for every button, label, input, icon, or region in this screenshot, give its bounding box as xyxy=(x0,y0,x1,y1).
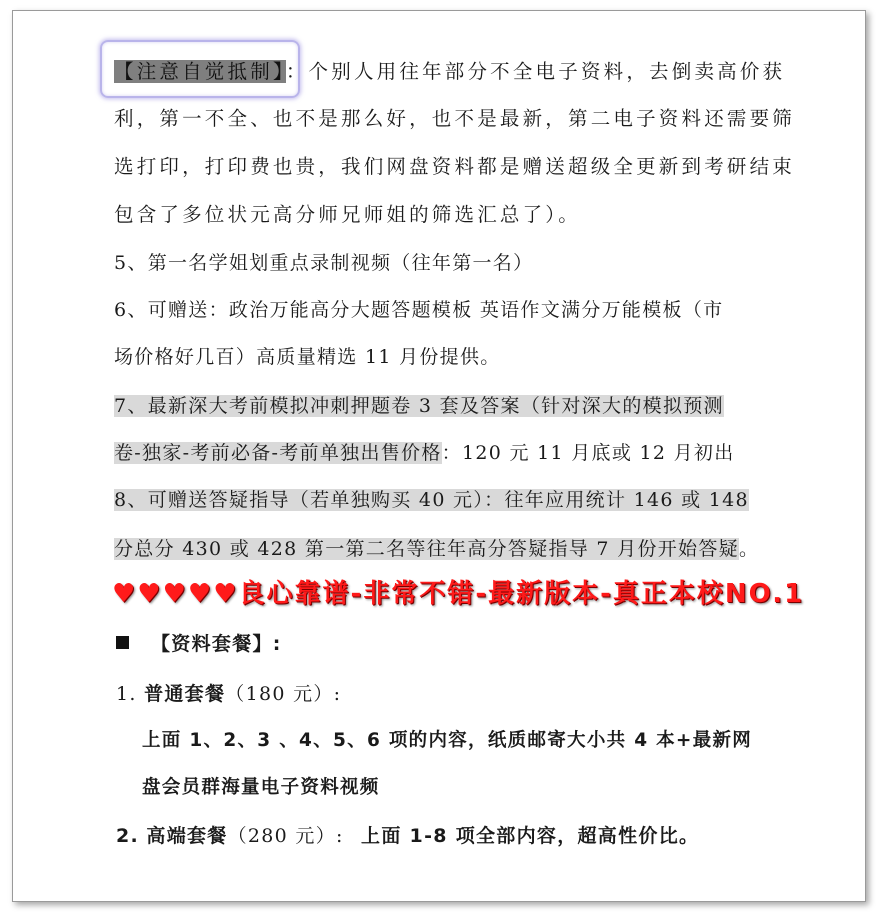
item-6-line-1: 6、可赠送：政治万能高分大题答题模板 英语作文满分万能模板（市 xyxy=(114,299,724,321)
package-2-desc: 上面 1-8 项全部内容，超高性价比。 xyxy=(361,825,700,847)
notice-label: 【注意自觉抵制】 xyxy=(114,60,286,83)
package-2-number: 2. xyxy=(116,825,140,847)
packages-heading-line xyxy=(116,630,282,658)
item-7-text-1: 7、最新深大考前模拟冲刺押题卷 3 套及答案（针对深大的模拟预测 xyxy=(114,395,724,417)
notice-line-1 xyxy=(114,58,785,86)
item-7-price: ：120 元 11 月底或 12 月初出 xyxy=(441,442,735,464)
notice-text-1: ：个别人用往年部分不全电子资料，去倒卖高价获 xyxy=(285,60,786,83)
item-8-line-1 xyxy=(114,486,749,514)
notice-line-4: 包含了多位状元高分师兄师姐的筛选汇总了）。 xyxy=(114,203,581,226)
item-6-line-2: 场价格好几百）高质量精选 11 月份提供。 xyxy=(114,346,501,368)
item-7-highlight: 卷-独家-考前必备-考前单独出售价格 xyxy=(114,442,442,464)
package-1-number: 1. xyxy=(116,683,137,705)
package-1-desc-line-1: 上面 1、2、3 、4、5、6 项的内容，纸质邮寄大小共 4 本+最新网 xyxy=(142,730,753,751)
item-8-end: 。 xyxy=(738,538,760,560)
package-2-title: 高端套餐 xyxy=(146,825,228,847)
package-1-title: 普通套餐 xyxy=(144,683,226,705)
promo-banner: ♥♥♥♥♥良心靠谱-非常不错-最新版本-真正本校NO.1 xyxy=(112,579,805,609)
item-7-line-1 xyxy=(114,392,724,420)
item-7-line-2 xyxy=(114,439,735,467)
notice-line-3: 选打印，打印费也贵，我们网盘资料都是赠送超级全更新到考研结束 xyxy=(114,155,796,178)
item-5: 5、第一名学姐划重点录制视频（往年第一名） xyxy=(114,252,534,274)
package-1-line xyxy=(116,680,341,708)
item-8-line-2 xyxy=(114,535,759,563)
packages-heading: 【资料套餐】: xyxy=(151,633,282,655)
item-8-highlight: 分总分 430 或 428 第一第二名等往年高分答疑指导 7 月份开始答疑 xyxy=(114,538,739,560)
square-bullet-icon xyxy=(116,636,129,649)
package-2-line xyxy=(116,822,699,850)
package-1-desc-line-2: 盘会员群海量电子资料视频 xyxy=(142,777,380,798)
notice-line-2: 利，第一不全、也不是那么好，也不是最新，第二电子资料还需要筛 xyxy=(114,107,796,130)
item-8-text-1: 8、可赠送答疑指导（若单独购买 40 元）：往年应用统计 146 或 148 xyxy=(114,489,749,511)
package-1-price: （180 元）: xyxy=(225,683,342,705)
package-2-price: （280 元）: xyxy=(227,825,344,847)
